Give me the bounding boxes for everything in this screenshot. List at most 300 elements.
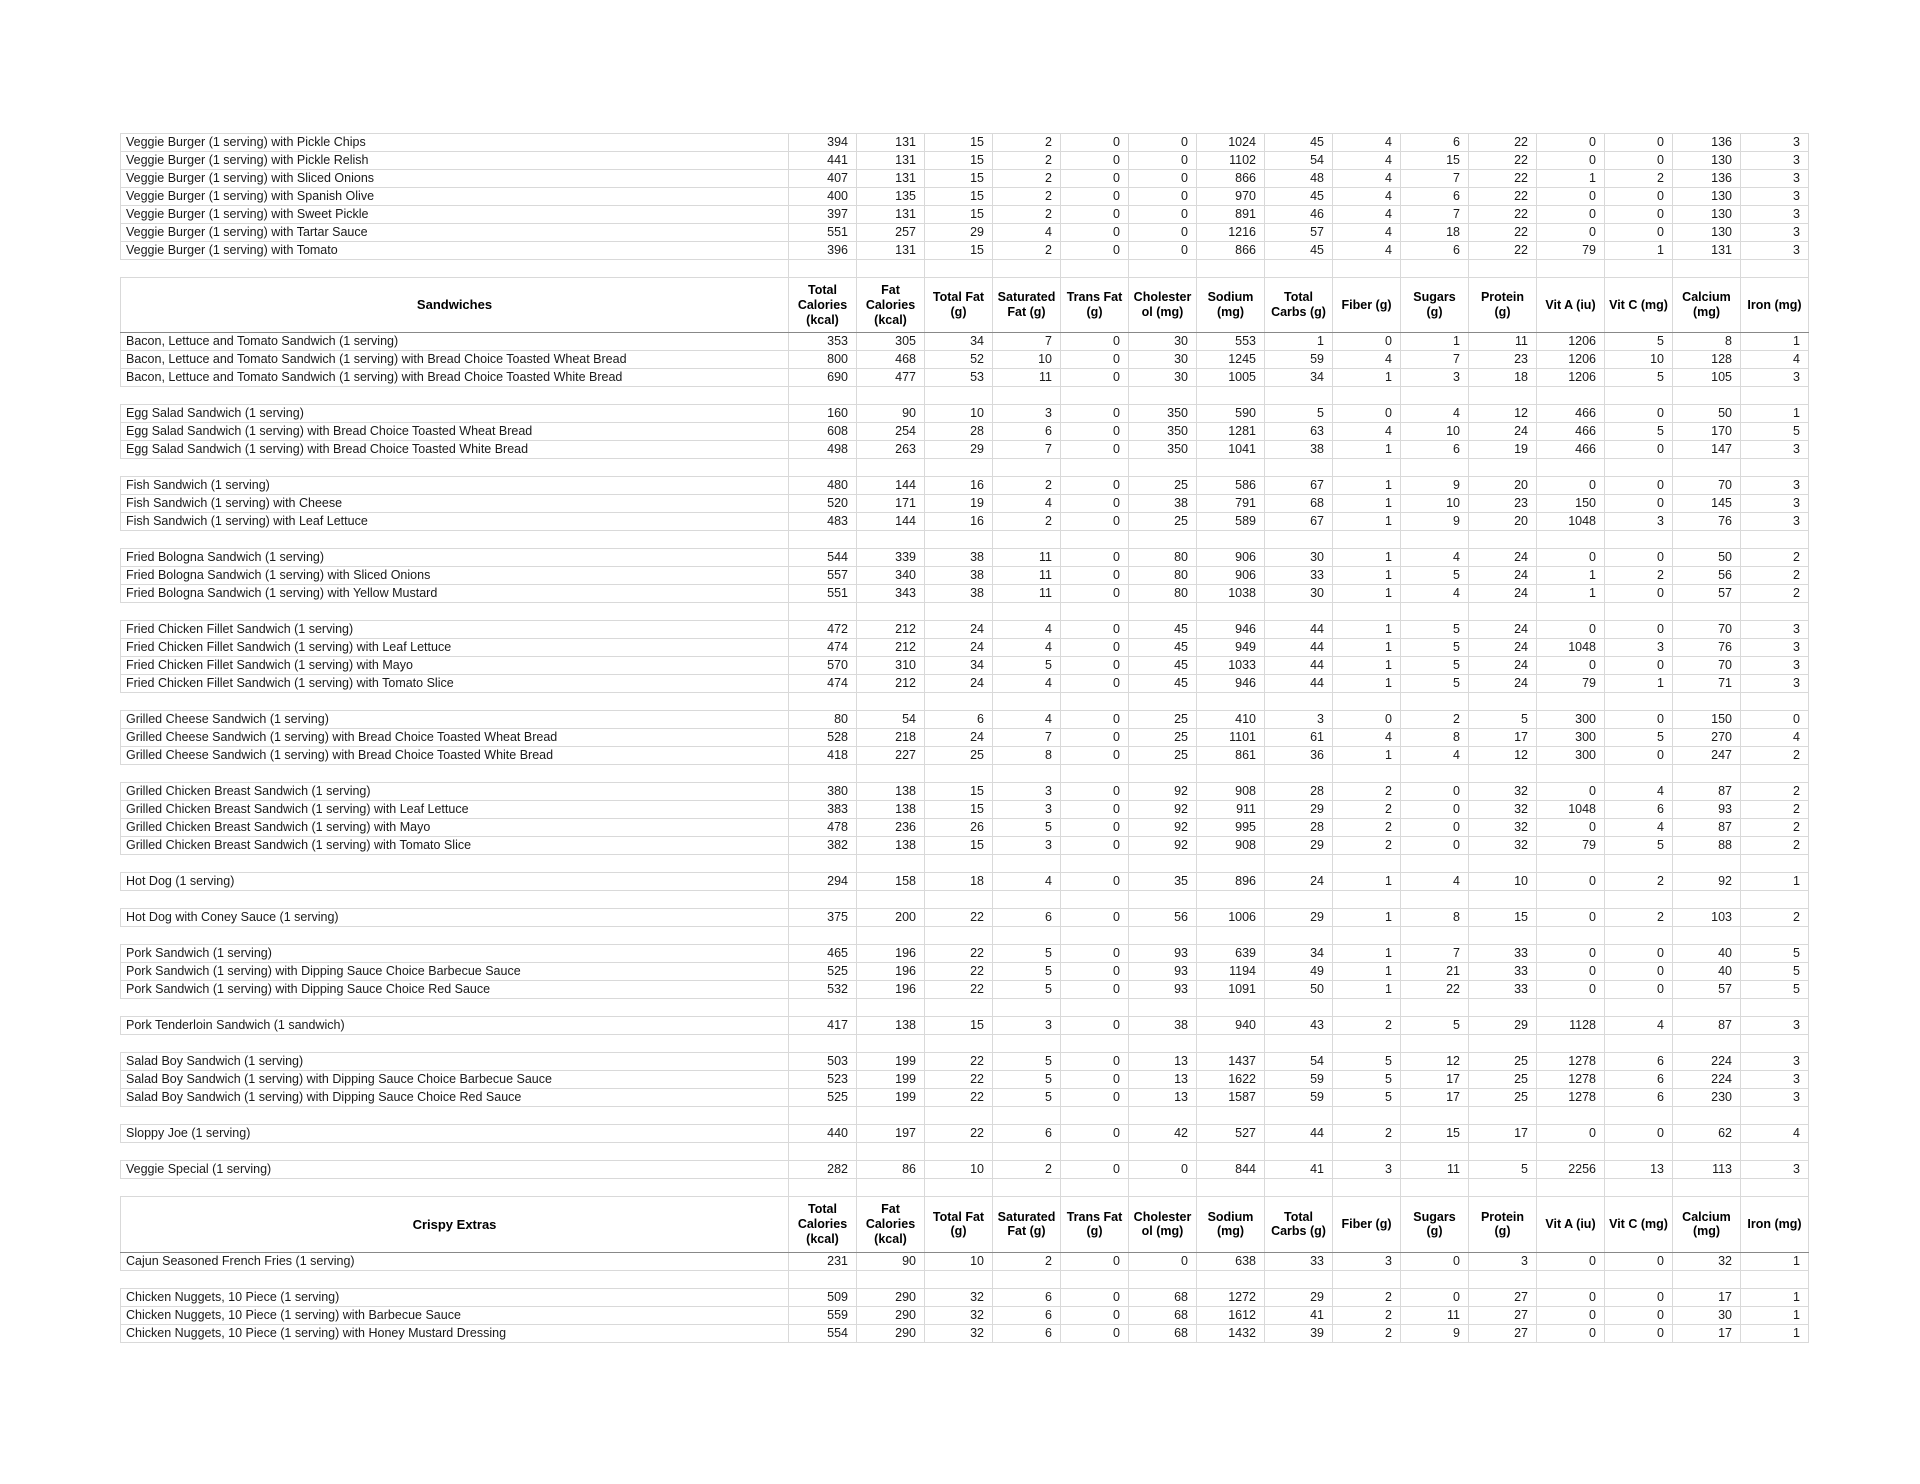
value-cell: 34 — [1265, 945, 1333, 963]
spacer-value-cell — [1401, 891, 1469, 909]
value-cell: 0 — [1537, 206, 1605, 224]
value-cell: 0 — [1605, 1125, 1673, 1143]
value-cell: 236 — [857, 819, 925, 837]
value-cell: 29 — [1265, 1288, 1333, 1306]
table-row — [121, 423, 1809, 441]
value-cell: 1 — [1605, 675, 1673, 693]
value-cell: 32 — [925, 1288, 993, 1306]
value-cell: 92 — [1129, 801, 1197, 819]
value-cell: 1101 — [1197, 729, 1265, 747]
value-cell: 0 — [1061, 188, 1129, 206]
spacer-value-cell — [1673, 999, 1741, 1017]
value-cell: 0 — [1401, 837, 1469, 855]
table-row — [121, 1071, 1809, 1089]
value-cell: 59 — [1265, 1089, 1333, 1107]
value-cell: 38 — [1129, 1017, 1197, 1035]
spacer-value-cell — [1333, 387, 1401, 405]
value-cell: 310 — [857, 657, 925, 675]
spacer-value-cell — [993, 891, 1061, 909]
spacer-value-cell — [1537, 1179, 1605, 1197]
value-cell: 5 — [1401, 1017, 1469, 1035]
value-cell: 1281 — [1197, 423, 1265, 441]
value-cell: 71 — [1673, 675, 1741, 693]
value-cell: 995 — [1197, 819, 1265, 837]
value-cell: 24 — [1469, 423, 1537, 441]
spacer-value-cell — [1197, 693, 1265, 711]
value-cell: 68 — [1265, 495, 1333, 513]
value-cell: 3 — [1741, 675, 1809, 693]
table-row — [121, 513, 1809, 531]
value-cell: 199 — [857, 1089, 925, 1107]
table-row — [121, 134, 1809, 152]
value-cell: 15 — [1401, 1125, 1469, 1143]
value-cell: 0 — [1129, 188, 1197, 206]
value-cell: 2 — [1741, 549, 1809, 567]
value-cell: 908 — [1197, 783, 1265, 801]
spacer-row — [121, 765, 1809, 783]
spacer-value-cell — [993, 927, 1061, 945]
value-cell: 7 — [1401, 351, 1469, 369]
spacer-value-cell — [925, 765, 993, 783]
value-cell: 4 — [1333, 351, 1401, 369]
value-cell: 15 — [925, 170, 993, 188]
value-cell: 0 — [1605, 477, 1673, 495]
value-cell: 7 — [993, 441, 1061, 459]
spacer-value-cell — [1537, 387, 1605, 405]
spacer-value-cell — [1469, 891, 1537, 909]
value-cell: 4 — [1333, 134, 1401, 152]
spacer-value-cell — [1741, 603, 1809, 621]
spacer-value-cell — [993, 855, 1061, 873]
value-cell: 0 — [1061, 621, 1129, 639]
food-name-cell: Egg Salad Sandwich (1 serving) — [121, 405, 789, 423]
spacer-value-cell — [1197, 927, 1265, 945]
value-cell: 57 — [1673, 585, 1741, 603]
spacer-value-cell — [1197, 260, 1265, 278]
spacer-value-cell — [857, 387, 925, 405]
spacer-row — [121, 927, 1809, 945]
spacer-value-cell — [1605, 855, 1673, 873]
value-cell: 0 — [1061, 333, 1129, 351]
value-cell: 34 — [925, 333, 993, 351]
value-cell: 4 — [993, 711, 1061, 729]
value-cell: 5 — [993, 945, 1061, 963]
value-cell: 0 — [1605, 747, 1673, 765]
spacer-value-cell — [1197, 1270, 1265, 1288]
value-cell: 50 — [1673, 405, 1741, 423]
value-cell: 1 — [1333, 369, 1401, 387]
value-cell: 0 — [1605, 134, 1673, 152]
value-cell: 4 — [1741, 729, 1809, 747]
spacer-value-cell — [993, 459, 1061, 477]
value-cell: 1048 — [1537, 513, 1605, 531]
value-cell: 0 — [1605, 711, 1673, 729]
value-cell: 1006 — [1197, 909, 1265, 927]
value-cell: 29 — [1265, 837, 1333, 855]
spacer-value-cell — [1333, 1035, 1401, 1053]
food-name-cell: Veggie Burger (1 serving) with Pickle Chips — [121, 134, 789, 152]
value-cell: 949 — [1197, 639, 1265, 657]
value-cell: 1206 — [1537, 351, 1605, 369]
value-cell: 498 — [789, 441, 857, 459]
spacer-value-cell — [1741, 765, 1809, 783]
food-name-cell: Bacon, Lettuce and Tomato Sandwich (1 serving) with Bread Choice Toasted White Bread — [121, 369, 789, 387]
value-cell: 43 — [1265, 1017, 1333, 1035]
value-cell: 42 — [1129, 1125, 1197, 1143]
spacer-value-cell — [1469, 1107, 1537, 1125]
value-cell: 11 — [993, 549, 1061, 567]
spacer-value-cell — [1197, 531, 1265, 549]
value-cell: 0 — [1061, 1017, 1129, 1035]
value-cell: 8 — [993, 747, 1061, 765]
spacer-value-cell — [993, 603, 1061, 621]
value-cell: 503 — [789, 1053, 857, 1071]
value-cell: 29 — [925, 224, 993, 242]
value-cell: 5 — [1401, 657, 1469, 675]
food-name-cell: Veggie Burger (1 serving) with Pickle Relish — [121, 152, 789, 170]
value-cell: 394 — [789, 134, 857, 152]
value-cell: 3 — [1741, 188, 1809, 206]
value-cell: 45 — [1265, 188, 1333, 206]
value-cell: 5 — [1741, 963, 1809, 981]
value-cell: 0 — [1061, 224, 1129, 242]
value-cell: 32 — [925, 1306, 993, 1324]
spacer-value-cell — [1265, 531, 1333, 549]
spacer-value-cell — [1605, 927, 1673, 945]
table-row — [121, 170, 1809, 188]
spacer-value-cell — [925, 1179, 993, 1197]
spacer-value-cell — [1265, 260, 1333, 278]
value-cell: 0 — [1061, 441, 1129, 459]
value-cell: 15 — [1401, 152, 1469, 170]
value-cell: 54 — [857, 711, 925, 729]
table-row — [121, 333, 1809, 351]
value-cell: 1 — [1333, 747, 1401, 765]
value-cell: 0 — [1061, 1306, 1129, 1324]
value-cell: 608 — [789, 423, 857, 441]
value-cell: 397 — [789, 206, 857, 224]
value-cell: 6 — [993, 1324, 1061, 1342]
spacer-value-cell — [1061, 260, 1129, 278]
table-row — [121, 981, 1809, 999]
value-cell: 5 — [993, 1089, 1061, 1107]
value-cell: 254 — [857, 423, 925, 441]
value-cell: 0 — [1605, 405, 1673, 423]
food-name-cell: Egg Salad Sandwich (1 serving) with Bread Choice Toasted White Bread — [121, 441, 789, 459]
value-cell: 4 — [1605, 819, 1673, 837]
table-row — [121, 369, 1809, 387]
value-cell: 25 — [1129, 513, 1197, 531]
value-cell: 0 — [1605, 945, 1673, 963]
value-cell: 441 — [789, 152, 857, 170]
spacer-name-cell — [121, 1107, 789, 1125]
value-cell: 32 — [1469, 783, 1537, 801]
value-cell: 0 — [1061, 1071, 1129, 1089]
spacer-value-cell — [857, 459, 925, 477]
spacer-value-cell — [1741, 1143, 1809, 1161]
value-cell: 22 — [1469, 224, 1537, 242]
value-cell: 41 — [1265, 1306, 1333, 1324]
spacer-value-cell — [1265, 387, 1333, 405]
value-cell: 3 — [1741, 657, 1809, 675]
value-cell: 227 — [857, 747, 925, 765]
value-cell: 0 — [1537, 945, 1605, 963]
value-cell: 257 — [857, 224, 925, 242]
spacer-value-cell — [925, 1107, 993, 1125]
value-cell: 11 — [1401, 1161, 1469, 1179]
value-cell: 0 — [1537, 1288, 1605, 1306]
value-cell: 22 — [925, 1125, 993, 1143]
spacer-value-cell — [1605, 531, 1673, 549]
spacer-value-cell — [993, 1107, 1061, 1125]
spacer-value-cell — [857, 1179, 925, 1197]
spacer-value-cell — [857, 999, 925, 1017]
value-cell: 0 — [1537, 549, 1605, 567]
value-cell: 38 — [925, 549, 993, 567]
spacer-value-cell — [789, 1270, 857, 1288]
value-cell: 350 — [1129, 405, 1197, 423]
value-cell: 1033 — [1197, 657, 1265, 675]
spacer-value-cell — [1061, 1035, 1129, 1053]
column-header: Vit A (iu) — [1537, 278, 1605, 333]
value-cell: 0 — [1333, 711, 1401, 729]
value-cell: 44 — [1265, 657, 1333, 675]
value-cell: 7 — [1401, 206, 1469, 224]
value-cell: 0 — [1129, 170, 1197, 188]
value-cell: 468 — [857, 351, 925, 369]
value-cell: 45 — [1265, 134, 1333, 152]
spacer-value-cell — [1129, 927, 1197, 945]
value-cell: 590 — [1197, 405, 1265, 423]
value-cell: 10 — [925, 1252, 993, 1270]
value-cell: 1 — [1537, 585, 1605, 603]
value-cell: 144 — [857, 513, 925, 531]
value-cell: 2 — [1333, 1125, 1401, 1143]
value-cell: 639 — [1197, 945, 1265, 963]
spacer-value-cell — [1673, 1179, 1741, 1197]
column-header: Fiber (g) — [1333, 278, 1401, 333]
value-cell: 2256 — [1537, 1161, 1605, 1179]
value-cell: 44 — [1265, 675, 1333, 693]
table-row — [121, 441, 1809, 459]
spacer-value-cell — [1129, 891, 1197, 909]
value-cell: 70 — [1673, 477, 1741, 495]
value-cell: 3 — [1741, 477, 1809, 495]
value-cell: 29 — [1265, 801, 1333, 819]
value-cell: 138 — [857, 801, 925, 819]
value-cell: 2 — [1605, 909, 1673, 927]
spacer-value-cell — [789, 1107, 857, 1125]
value-cell: 49 — [1265, 963, 1333, 981]
food-name-cell: Egg Salad Sandwich (1 serving) with Bread Choice Toasted Wheat Bread — [121, 423, 789, 441]
value-cell: 34 — [925, 657, 993, 675]
spacer-value-cell — [1469, 459, 1537, 477]
value-cell: 4 — [993, 675, 1061, 693]
value-cell: 4 — [993, 224, 1061, 242]
value-cell: 4 — [1401, 747, 1469, 765]
spacer-value-cell — [1265, 693, 1333, 711]
value-cell: 0 — [1605, 1306, 1673, 1324]
spacer-value-cell — [1333, 260, 1401, 278]
spacer-value-cell — [925, 260, 993, 278]
value-cell: 79 — [1537, 837, 1605, 855]
spacer-value-cell — [1469, 531, 1537, 549]
value-cell: 0 — [1537, 981, 1605, 999]
value-cell: 17 — [1401, 1071, 1469, 1089]
value-cell: 1102 — [1197, 152, 1265, 170]
value-cell: 15 — [925, 134, 993, 152]
value-cell: 0 — [1129, 1161, 1197, 1179]
food-name-cell: Chicken Nuggets, 10 Piece (1 serving) with Barbecue Sauce — [121, 1306, 789, 1324]
food-name-cell: Fried Bologna Sandwich (1 serving) with Yellow Mustard — [121, 585, 789, 603]
value-cell: 4 — [1401, 873, 1469, 891]
column-header: Saturated Fat (g) — [993, 1197, 1061, 1252]
food-name-cell: Veggie Burger (1 serving) with Tartar Sauce — [121, 224, 789, 242]
value-cell: 2 — [1333, 783, 1401, 801]
value-cell: 6 — [1401, 188, 1469, 206]
value-cell: 68 — [1129, 1306, 1197, 1324]
spacer-name-cell — [121, 603, 789, 621]
value-cell: 24 — [1469, 675, 1537, 693]
value-cell: 62 — [1673, 1125, 1741, 1143]
value-cell: 6 — [1605, 1089, 1673, 1107]
value-cell: 3 — [993, 801, 1061, 819]
value-cell: 339 — [857, 549, 925, 567]
column-header: Calcium (mg) — [1673, 278, 1741, 333]
food-name-cell: Fried Bologna Sandwich (1 serving) — [121, 549, 789, 567]
food-name-cell: Salad Boy Sandwich (1 serving) with Dipping Sauce Choice Barbecue Sauce — [121, 1071, 789, 1089]
value-cell: 1048 — [1537, 639, 1605, 657]
value-cell: 0 — [1061, 711, 1129, 729]
value-cell: 90 — [857, 1252, 925, 1270]
table-row — [121, 152, 1809, 170]
value-cell: 0 — [1061, 242, 1129, 260]
value-cell: 5 — [1469, 1161, 1537, 1179]
spacer-value-cell — [857, 260, 925, 278]
value-cell: 866 — [1197, 170, 1265, 188]
table-row — [121, 1089, 1809, 1107]
value-cell: 2 — [1333, 801, 1401, 819]
value-cell: 10 — [993, 351, 1061, 369]
value-cell: 45 — [1129, 657, 1197, 675]
value-cell: 0 — [1537, 224, 1605, 242]
value-cell: 9 — [1401, 477, 1469, 495]
value-cell: 866 — [1197, 242, 1265, 260]
value-cell: 1437 — [1197, 1053, 1265, 1071]
value-cell: 59 — [1265, 351, 1333, 369]
spacer-value-cell — [1537, 260, 1605, 278]
value-cell: 12 — [1469, 747, 1537, 765]
column-header: Total Fat (g) — [925, 278, 993, 333]
spacer-name-cell — [121, 999, 789, 1017]
spacer-value-cell — [1197, 387, 1265, 405]
value-cell: 197 — [857, 1125, 925, 1143]
value-cell: 970 — [1197, 188, 1265, 206]
value-cell: 196 — [857, 945, 925, 963]
value-cell: 41 — [1265, 1161, 1333, 1179]
value-cell: 1 — [1333, 675, 1401, 693]
value-cell: 1 — [1741, 333, 1809, 351]
value-cell: 0 — [1537, 1125, 1605, 1143]
spacer-name-cell — [121, 459, 789, 477]
spacer-value-cell — [1401, 1035, 1469, 1053]
value-cell: 30 — [1129, 333, 1197, 351]
spacer-value-cell — [1741, 1035, 1809, 1053]
value-cell: 86 — [857, 1161, 925, 1179]
spacer-value-cell — [1537, 855, 1605, 873]
spacer-value-cell — [1265, 1179, 1333, 1197]
spacer-name-cell — [121, 1143, 789, 1161]
spacer-value-cell — [1333, 603, 1401, 621]
value-cell: 6 — [993, 1288, 1061, 1306]
value-cell: 61 — [1265, 729, 1333, 747]
value-cell: 383 — [789, 801, 857, 819]
value-cell: 0 — [1061, 819, 1129, 837]
value-cell: 87 — [1673, 1017, 1741, 1035]
spacer-value-cell — [1537, 1107, 1605, 1125]
value-cell: 52 — [925, 351, 993, 369]
value-cell: 30 — [1673, 1306, 1741, 1324]
value-cell: 477 — [857, 369, 925, 387]
spacer-value-cell — [1197, 1179, 1265, 1197]
spacer-value-cell — [1401, 1270, 1469, 1288]
food-name-cell: Grilled Chicken Breast Sandwich (1 serving) with Mayo — [121, 819, 789, 837]
value-cell: 25 — [1469, 1071, 1537, 1089]
value-cell: 150 — [1673, 711, 1741, 729]
value-cell: 131 — [857, 242, 925, 260]
spacer-value-cell — [1265, 891, 1333, 909]
table-row — [121, 819, 1809, 837]
value-cell: 59 — [1265, 1071, 1333, 1089]
value-cell: 483 — [789, 513, 857, 531]
value-cell: 22 — [925, 1053, 993, 1071]
value-cell: 150 — [1537, 495, 1605, 513]
food-name-cell: Fried Bologna Sandwich (1 serving) with Sliced Onions — [121, 567, 789, 585]
value-cell: 23 — [1469, 351, 1537, 369]
value-cell: 3 — [1741, 224, 1809, 242]
value-cell: 39 — [1265, 1324, 1333, 1342]
value-cell: 0 — [1061, 152, 1129, 170]
value-cell: 17 — [1469, 1125, 1537, 1143]
table-row — [121, 945, 1809, 963]
value-cell: 0 — [1537, 1252, 1605, 1270]
value-cell: 92 — [1673, 873, 1741, 891]
value-cell: 45 — [1265, 242, 1333, 260]
spacer-value-cell — [1129, 765, 1197, 783]
value-cell: 690 — [789, 369, 857, 387]
spacer-value-cell — [1605, 1270, 1673, 1288]
value-cell: 1 — [1741, 1306, 1809, 1324]
value-cell: 3 — [1741, 152, 1809, 170]
value-cell: 22 — [925, 945, 993, 963]
value-cell: 940 — [1197, 1017, 1265, 1035]
spacer-value-cell — [1537, 1035, 1605, 1053]
value-cell: 5 — [1741, 981, 1809, 999]
value-cell: 0 — [1061, 657, 1129, 675]
value-cell: 3 — [1741, 495, 1809, 513]
table-row — [121, 1288, 1809, 1306]
spacer-value-cell — [1537, 999, 1605, 1017]
value-cell: 0 — [1605, 963, 1673, 981]
spacer-value-cell — [1469, 927, 1537, 945]
value-cell: 2 — [1741, 801, 1809, 819]
value-cell: 382 — [789, 837, 857, 855]
value-cell: 24 — [925, 639, 993, 657]
value-cell: 0 — [1401, 1288, 1469, 1306]
value-cell: 520 — [789, 495, 857, 513]
food-name-cell: Veggie Burger (1 serving) with Sweet Pickle — [121, 206, 789, 224]
spacer-value-cell — [1129, 459, 1197, 477]
